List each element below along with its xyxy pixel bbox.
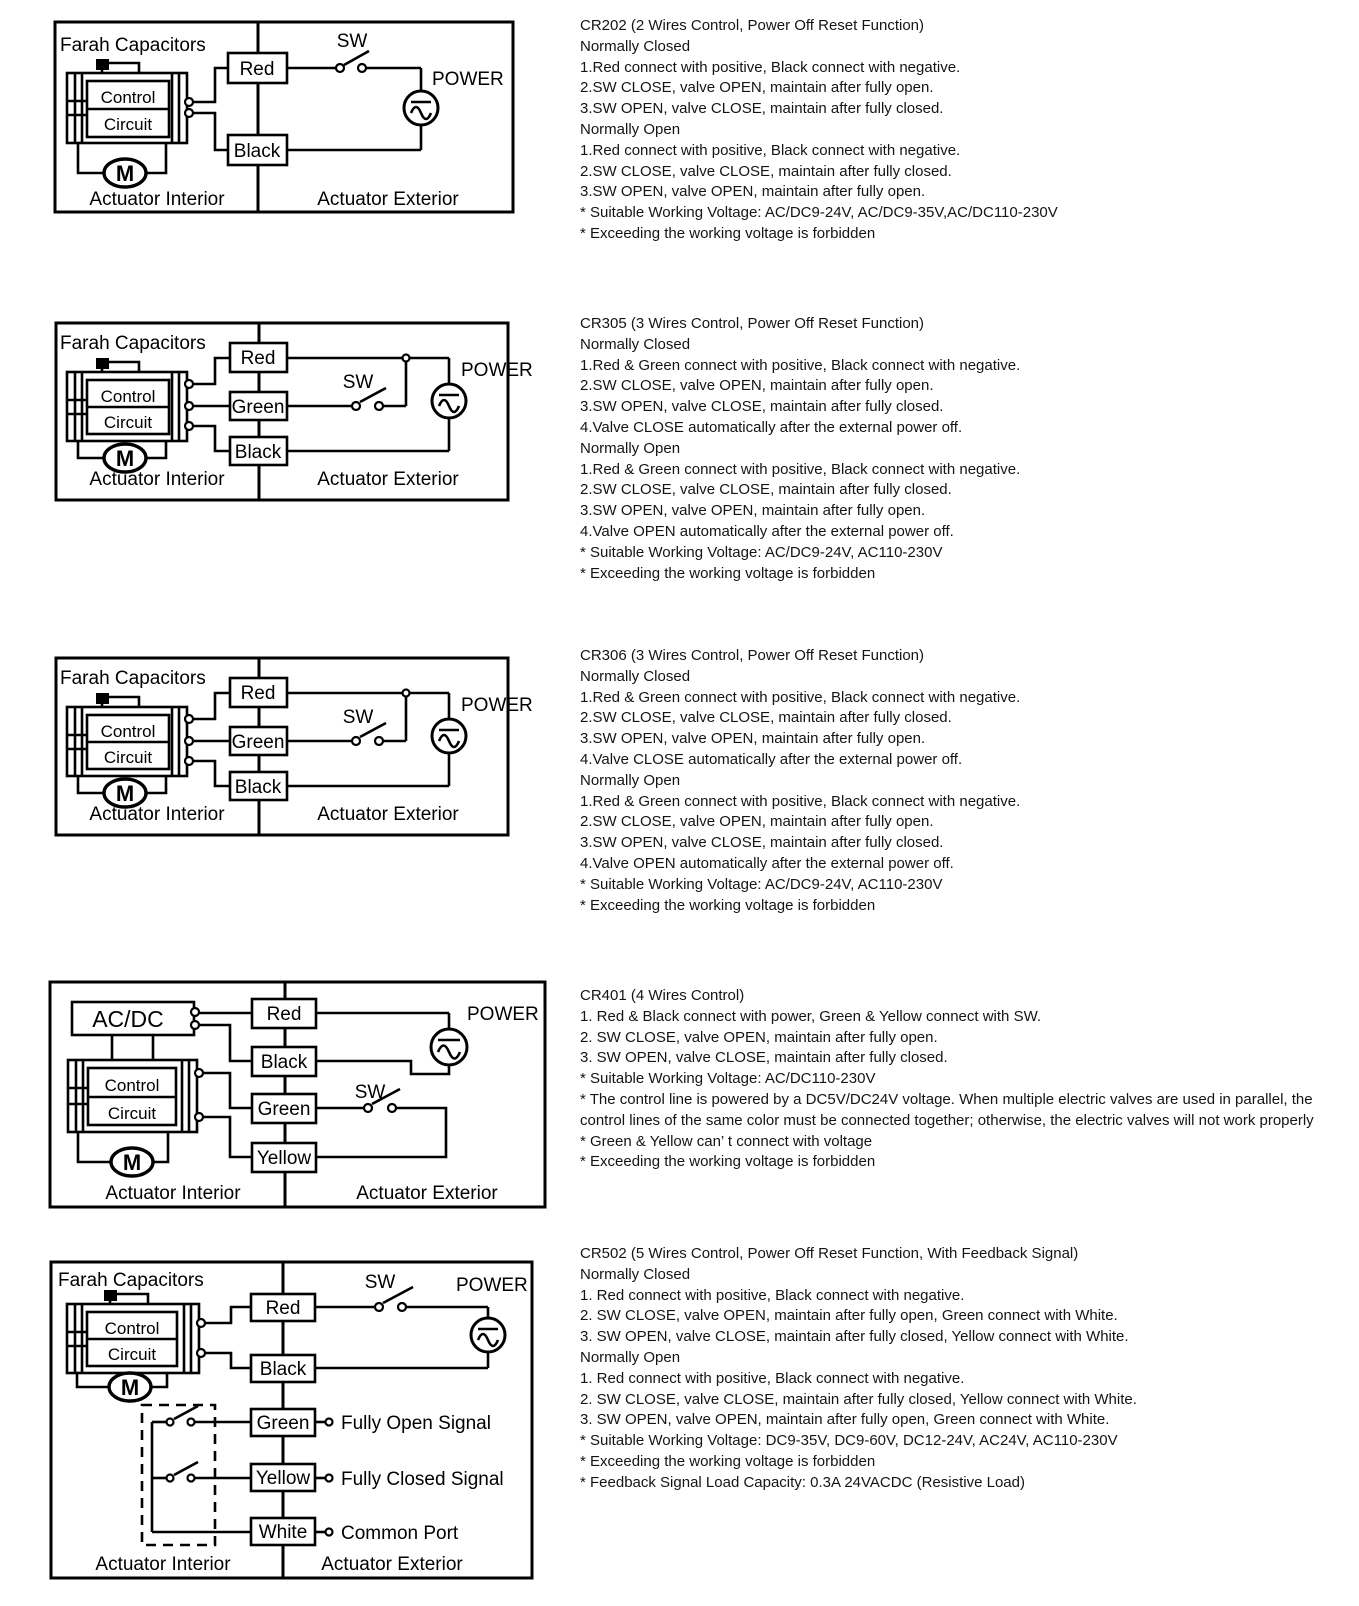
farah-capacitors-label: Farah Capacitors [60, 35, 206, 56]
svg-text:Black: Black [260, 1052, 308, 1073]
wire-label-black [228, 135, 287, 165]
circuit-label: Circuit [103, 115, 153, 134]
fully-closed-signal-label: Fully Closed Signal [341, 1469, 504, 1490]
wire-label-red [252, 999, 316, 1028]
spec-text-line: * Suitable Working Voltage: AC/DC9-24V, AC110-230V [580, 875, 943, 893]
svg-text:Black: Black [234, 442, 282, 463]
spec-text-line: 1.Red connect with positive, Black connect with negative. [580, 141, 961, 159]
wire-label-yellow [251, 1464, 315, 1491]
control-circuit-assembly [68, 1060, 203, 1132]
spec-title: CR401 (4 Wires Control) [580, 987, 745, 1004]
svg-text:White: White [258, 1522, 308, 1543]
spec-text-line: * Exceeding the working voltage is forbidden [580, 896, 876, 914]
terminal-dot [185, 109, 193, 117]
sw-label: SW [336, 31, 368, 52]
spec-lines [580, 335, 1315, 585]
spec-text-line: * Exceeding the working voltage is forbidden [580, 564, 876, 582]
control-label: Control [100, 88, 156, 107]
terminal-dot [185, 715, 193, 723]
actuator-interior-label: Actuator Interior [95, 1554, 231, 1575]
spec-text-line: 1.Red & Green connect with positive, Black connect with negative. [580, 688, 1021, 706]
spec-text-line: 2.SW CLOSE, valve OPEN, maintain after fully open. [580, 79, 934, 97]
circuit-label: Circuit [103, 748, 153, 767]
svg-text:M: M [115, 446, 135, 471]
wire-label-black [230, 772, 287, 800]
spec-text-line: 1.Red connect with positive, Black connect with negative. [580, 58, 961, 76]
control-label: Control [104, 1076, 160, 1095]
wire-label-yellow [252, 1143, 316, 1172]
spec-text-line: Normally Open [580, 439, 681, 457]
spec-text-line: 1. Red & Black connect with power, Green & Yellow connect with SW. [580, 1007, 1042, 1025]
spec-text-line: 3. SW OPEN, valve OPEN, maintain after fully open, Green connect with White. [580, 1411, 1110, 1429]
spec-lines [580, 37, 1315, 245]
actuator-interior-label: Actuator Interior [89, 189, 225, 210]
actuator-interior-label: Actuator Interior [105, 1183, 241, 1204]
spec-text-line: * Exceeding the working voltage is forbidden [580, 1452, 876, 1470]
svg-text:Black: Black [234, 777, 282, 798]
spec-text-line: 2.SW CLOSE, valve CLOSE, maintain after fully closed. [580, 162, 952, 180]
svg-text:M: M [115, 161, 135, 186]
wire-label-green [252, 1094, 316, 1123]
terminal-dot [185, 98, 193, 106]
spec-text-line: 1. Red connect with positive, Black connect with negative. [580, 1286, 965, 1304]
spec-text-line: 1.Red & Green connect with positive, Black connect with negative. [580, 356, 1021, 374]
cr502-wiring-diagram [48, 1260, 538, 1585]
terminal-dot [191, 1021, 199, 1029]
svg-text:Yellow: Yellow [256, 1148, 312, 1169]
spec-text-line: Normally Open [580, 1348, 681, 1366]
svg-text:M: M [122, 1150, 142, 1175]
spec-text-line: Normally Closed [580, 1265, 691, 1283]
svg-text:Red: Red [240, 683, 276, 704]
spec-text-line: 3.SW OPEN, valve OPEN, maintain after fully open. [580, 730, 926, 748]
actuator-interior-label: Actuator Interior [89, 804, 225, 825]
cr401-wiring-diagram [48, 980, 548, 1210]
svg-text:Red: Red [265, 1298, 301, 1319]
circuit-label: Circuit [107, 1104, 157, 1123]
svg-text:Black: Black [233, 141, 281, 162]
wire-label-red [228, 53, 287, 83]
spec-cr202 [580, 16, 1315, 245]
terminal-dot [185, 737, 193, 745]
spec-title: CR305 (3 Wires Control, Power Off Reset Function) [580, 315, 925, 332]
spec-text-line: * Suitable Working Voltage: AC/DC9-24V, AC/DC9-35V,AC/DC110-230V [580, 204, 1058, 222]
terminal-dot [185, 422, 193, 430]
spec-text-line: 1.Red & Green connect with positive, Black connect with negative. [580, 460, 1021, 478]
spec-text-line: 4.Valve OPEN automatically after the external power off. [580, 522, 954, 540]
spec-text-line: Normally Closed [580, 667, 691, 685]
fully-open-signal-label: Fully Open Signal [341, 1413, 491, 1434]
power-label: POWER [461, 695, 533, 716]
spec-text-line: 3. SW OPEN, valve CLOSE, maintain after fully closed, Yellow connect with White. [580, 1328, 1129, 1346]
actuator-exterior-label: Actuator Exterior [317, 804, 459, 825]
spec-text-line: 4.Valve OPEN automatically after the external power off. [580, 854, 954, 872]
spec-text-line: 1.Red & Green connect with positive, Black connect with negative. [580, 792, 1021, 810]
spec-text-line: 2.SW CLOSE, valve CLOSE, maintain after fully closed. [580, 481, 952, 499]
farah-capacitors-label: Farah Capacitors [60, 668, 206, 689]
spec-text-line: * Green & Yellow can’ t connect with voltage [580, 1132, 873, 1150]
spec-text-line: 4.Valve CLOSE automatically after the external power off. [580, 750, 963, 768]
spec-text-line: 3.SW OPEN, valve CLOSE, maintain after fully closed. [580, 398, 944, 416]
spec-text-line: * Feedback Signal Load Capacity: 0.3A 24VACDC (Resistive Load) [580, 1473, 1025, 1491]
svg-text:Green: Green [231, 397, 285, 418]
spec-text-line: * The control line is powered by a DC5V/DC24V voltage. When multiple electric valves are used in parallel, the control lines of the same color must be connected together; otherwise, the electric valves will not work properly [580, 1090, 1314, 1129]
terminal-dot [195, 1069, 203, 1077]
svg-text:M: M [115, 781, 135, 806]
spec-text-line: 2. SW CLOSE, valve OPEN, maintain after fully open. [580, 1028, 938, 1046]
svg-text:Black: Black [259, 1359, 307, 1380]
spec-title: CR306 (3 Wires Control, Power Off Reset Function) [580, 647, 925, 664]
wire-label-red [230, 343, 287, 372]
actuator-exterior-label: Actuator Exterior [321, 1554, 463, 1575]
spec-text-line: 3.SW OPEN, valve OPEN, maintain after fully open. [580, 183, 926, 201]
actuator-exterior-label: Actuator Exterior [317, 189, 459, 210]
spec-cr401 [580, 986, 1315, 1173]
wire-label-green [230, 392, 287, 420]
farah-capacitors-label: Farah Capacitors [58, 1270, 204, 1291]
capacitor-icon [96, 693, 109, 704]
control-label: Control [104, 1319, 160, 1338]
capacitor-icon [96, 358, 109, 369]
acdc-label: AC/DC [92, 1006, 164, 1032]
terminal-dot [197, 1319, 205, 1327]
wire-label-black [251, 1355, 315, 1382]
spec-text-line: 3.SW OPEN, valve CLOSE, maintain after fully closed. [580, 100, 944, 118]
terminal-dot [185, 380, 193, 388]
cr306-wiring-diagram [52, 653, 538, 838]
svg-text:Green: Green [231, 732, 285, 753]
capacitor-icon [104, 1290, 117, 1301]
capacitor-icon [96, 59, 109, 70]
spec-text-line: Normally Closed [580, 335, 691, 353]
terminal-dot [185, 402, 193, 410]
spec-text-line: Normally Open [580, 120, 681, 138]
actuator-interior-label: Actuator Interior [89, 469, 225, 490]
cr202-wiring-diagram [52, 15, 538, 215]
spec-title: CR202 (2 Wires Control, Power Off Reset Function) [580, 17, 925, 34]
power-label: POWER [432, 69, 504, 90]
spec-text-line: Normally Open [580, 771, 681, 789]
terminal-dot [195, 1113, 203, 1121]
spec-text-line: 2.SW CLOSE, valve CLOSE, maintain after fully closed. [580, 709, 952, 727]
spec-text-line: * Suitable Working Voltage: AC/DC9-24V, AC110-230V [580, 543, 943, 561]
spec-lines [580, 1007, 1315, 1173]
fully-closed-signal-terminal [315, 1469, 504, 1490]
spec-title: CR502 (5 Wires Control, Power Off Reset Function, With Feedback Signal) [580, 1245, 1079, 1262]
spec-cr306 [580, 646, 1315, 916]
sw-label: SW [342, 372, 374, 393]
control-label: Control [100, 722, 156, 741]
spec-text-line: 1. Red connect with positive, Black connect with negative. [580, 1369, 965, 1387]
circuit-label: Circuit [107, 1345, 157, 1364]
sw-label: SW [354, 1082, 386, 1103]
spec-text-line: 2.SW CLOSE, valve OPEN, maintain after fully open. [580, 813, 934, 831]
farah-capacitors-label: Farah Capacitors [60, 333, 206, 354]
spec-text-line: 4.Valve CLOSE automatically after the external power off. [580, 418, 963, 436]
spec-text-line: 2. SW CLOSE, valve CLOSE, maintain after fully closed, Yellow connect with White. [580, 1390, 1137, 1408]
actuator-exterior-label: Actuator Exterior [317, 469, 459, 490]
wire-label-red [230, 678, 287, 707]
svg-text:Red: Red [266, 1004, 302, 1025]
spec-text-line: 3. SW OPEN, valve CLOSE, maintain after fully closed. [580, 1049, 948, 1067]
wire-label-green [230, 727, 287, 755]
spec-lines [580, 1265, 1315, 1494]
terminal-dot [185, 757, 193, 765]
svg-text:Red: Red [240, 348, 276, 369]
spec-text-line: 3.SW OPEN, valve CLOSE, maintain after fully closed. [580, 834, 944, 852]
spec-text-line: 3.SW OPEN, valve OPEN, maintain after fully open. [580, 502, 926, 520]
spec-lines [580, 667, 1315, 917]
power-label: POWER [461, 360, 533, 381]
power-label: POWER [467, 1004, 539, 1025]
spec-cr305 [580, 314, 1315, 584]
spec-text-line: 2. SW CLOSE, valve OPEN, maintain after fully open, Green connect with White. [580, 1307, 1118, 1325]
spec-text-line: * Exceeding the working voltage is forbidden [580, 224, 876, 242]
svg-text:Green: Green [256, 1413, 310, 1434]
sw-label: SW [364, 1272, 396, 1293]
spec-text-line: Normally Closed [580, 37, 691, 55]
wire-label-black [230, 437, 287, 465]
acdc-module [72, 1002, 199, 1035]
spec-cr502 [580, 1244, 1315, 1494]
terminal-dot [197, 1349, 205, 1357]
svg-text:Yellow: Yellow [255, 1468, 311, 1489]
svg-text:M: M [120, 1375, 140, 1400]
fully-open-signal-terminal [315, 1413, 491, 1434]
cr305-wiring-diagram [52, 318, 538, 503]
wire-label-white [251, 1518, 315, 1545]
power-label: POWER [456, 1275, 528, 1296]
spec-text-line: * Suitable Working Voltage: AC/DC110-230V [580, 1070, 876, 1088]
actuator-exterior-label: Actuator Exterior [356, 1183, 498, 1204]
svg-text:Red: Red [239, 59, 275, 80]
wire-label-green [251, 1409, 315, 1436]
wire-label-red [251, 1294, 315, 1321]
circuit-label: Circuit [103, 413, 153, 432]
spec-text-line: * Exceeding the working voltage is forbidden [580, 1153, 876, 1171]
wire-label-black [252, 1047, 316, 1076]
svg-text:Green: Green [257, 1099, 311, 1120]
control-label: Control [100, 387, 156, 406]
sw-label: SW [342, 707, 374, 728]
terminal-dot [191, 1008, 199, 1016]
spec-text-line: * Suitable Working Voltage: DC9-35V, DC9-60V, DC12-24V, AC24V, AC110-230V [580, 1432, 1118, 1450]
junction-dot [403, 690, 410, 697]
junction-dot [403, 355, 410, 362]
common-port-label: Common Port [341, 1523, 459, 1544]
spec-text-line: 2.SW CLOSE, valve OPEN, maintain after fully open. [580, 377, 934, 395]
